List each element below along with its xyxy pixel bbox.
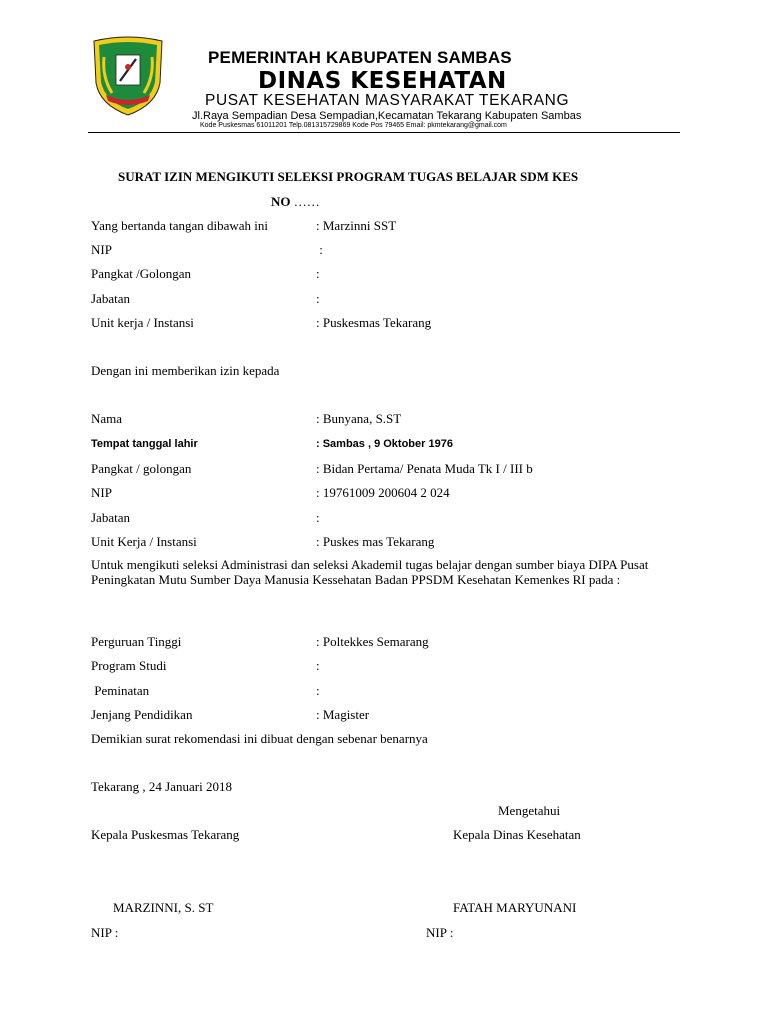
recipient-ttl-label: Tempat tanggal lahir bbox=[91, 438, 198, 450]
letterhead-puskesmas: PUSAT KESEHATAN MASYARAKAT TEKARANG bbox=[205, 92, 570, 109]
signer-value-4: : Puskesmas Tekarang bbox=[316, 315, 432, 330]
letterhead-agency: DINAS KESEHATAN bbox=[258, 68, 507, 94]
emblem-red-dot bbox=[125, 64, 131, 70]
left-signer-name: MARZINNI, S. ST bbox=[113, 900, 214, 915]
signer-label-3: Jabatan bbox=[91, 291, 130, 306]
left-signer-title: Kepala Puskesmas Tekarang bbox=[91, 827, 240, 842]
signer-label-2: Pangkat /Golongan bbox=[91, 266, 192, 281]
recipient-rank-label: Pangkat / golongan bbox=[91, 461, 192, 476]
place-date: Tekarang , 24 Januari 2018 bbox=[91, 779, 232, 794]
study-value-2: : bbox=[316, 683, 320, 698]
study-label-2: Peminatan bbox=[91, 683, 150, 698]
intro-text: Dengan ini memberikan izin kepada bbox=[91, 363, 280, 378]
study-value-1: : bbox=[316, 658, 320, 673]
letter-number-label: NO bbox=[271, 194, 291, 209]
recipient-nip-label: NIP bbox=[91, 485, 112, 500]
letterhead-address: Jl.Raya Sempadian Desa Sempadian,Kecamatan Tekarang Kabupaten Sambas bbox=[192, 110, 582, 122]
signer-value-0: : Marzinni SST bbox=[316, 218, 397, 233]
study-value-0: : Poltekkes Semarang bbox=[316, 634, 429, 649]
right-signer-nip: NIP : bbox=[426, 925, 454, 940]
recipient-name-value: : Bunyana, S.ST bbox=[316, 411, 402, 426]
sambas-regency-emblem-logo bbox=[90, 35, 166, 117]
recipient-nip-value: : 19761009 200604 2 024 bbox=[316, 485, 450, 500]
recipient-unit-label: Unit Kerja / Instansi bbox=[91, 534, 197, 549]
letterhead-divider bbox=[88, 132, 680, 133]
acknowledged-label: Mengetahui bbox=[498, 803, 561, 818]
study-label-3: Jenjang Pendidikan bbox=[91, 707, 193, 722]
recipient-position-label: Jabatan bbox=[91, 510, 130, 525]
letterhead-regency: PEMERINTAH KABUPATEN SAMBAS bbox=[208, 48, 512, 67]
signer-label-0: Yang bertanda tangan dibawah ini bbox=[91, 218, 269, 233]
letter-number bbox=[271, 194, 320, 210]
recipient-position-value: : bbox=[316, 510, 320, 525]
study-label-1: Program Studi bbox=[91, 658, 167, 673]
closing-text: Demikian surat rekomendasi ini dibuat dengan sebenar benarnya bbox=[91, 731, 428, 746]
letter-number-value: …… bbox=[293, 194, 320, 209]
signer-label-4: Unit kerja / Instansi bbox=[91, 315, 194, 330]
body-paragraph: Untuk mengikuti seleksi Administrasi dan seleksi Akademil tugas belajar dengan sumber biaya DIPA Pusat Peningkatan Mutu Sumber Daya Manusia Kessehatan Badan PPSDM Kesehatan Kemenkes RI pada : bbox=[91, 557, 649, 587]
left-signer-nip: NIP : bbox=[91, 925, 119, 940]
letter-title: SURAT IZIN MENGIKUTI SELEKSI PROGRAM TUGAS BELAJAR SDM KES bbox=[118, 169, 579, 184]
letterhead-contact: Kode Puskesmas 61011201 Telp.081315729869 Kode Pos 79465 Email: pkmtekarang@gmail.com bbox=[200, 122, 507, 129]
signer-value-3: : bbox=[316, 291, 320, 306]
study-label-0: Perguruan Tinggi bbox=[91, 634, 182, 649]
signer-value-1: : bbox=[316, 242, 323, 257]
right-signer-title: Kepala Dinas Kesehatan bbox=[453, 827, 581, 842]
recipient-rank-value: : Bidan Pertama/ Penata Muda Tk I / III b bbox=[316, 461, 533, 476]
right-signer-name: FATAH MARYUNANI bbox=[453, 900, 577, 915]
study-value-3: : Magister bbox=[316, 707, 370, 722]
recipient-unit-value: : Puskes mas Tekarang bbox=[316, 534, 435, 549]
signer-value-2: : bbox=[316, 266, 320, 281]
signer-label-1: NIP bbox=[91, 242, 112, 257]
recipient-name-label: Nama bbox=[91, 411, 123, 426]
recipient-ttl-value: : Sambas , 9 Oktober 1976 bbox=[316, 438, 453, 450]
